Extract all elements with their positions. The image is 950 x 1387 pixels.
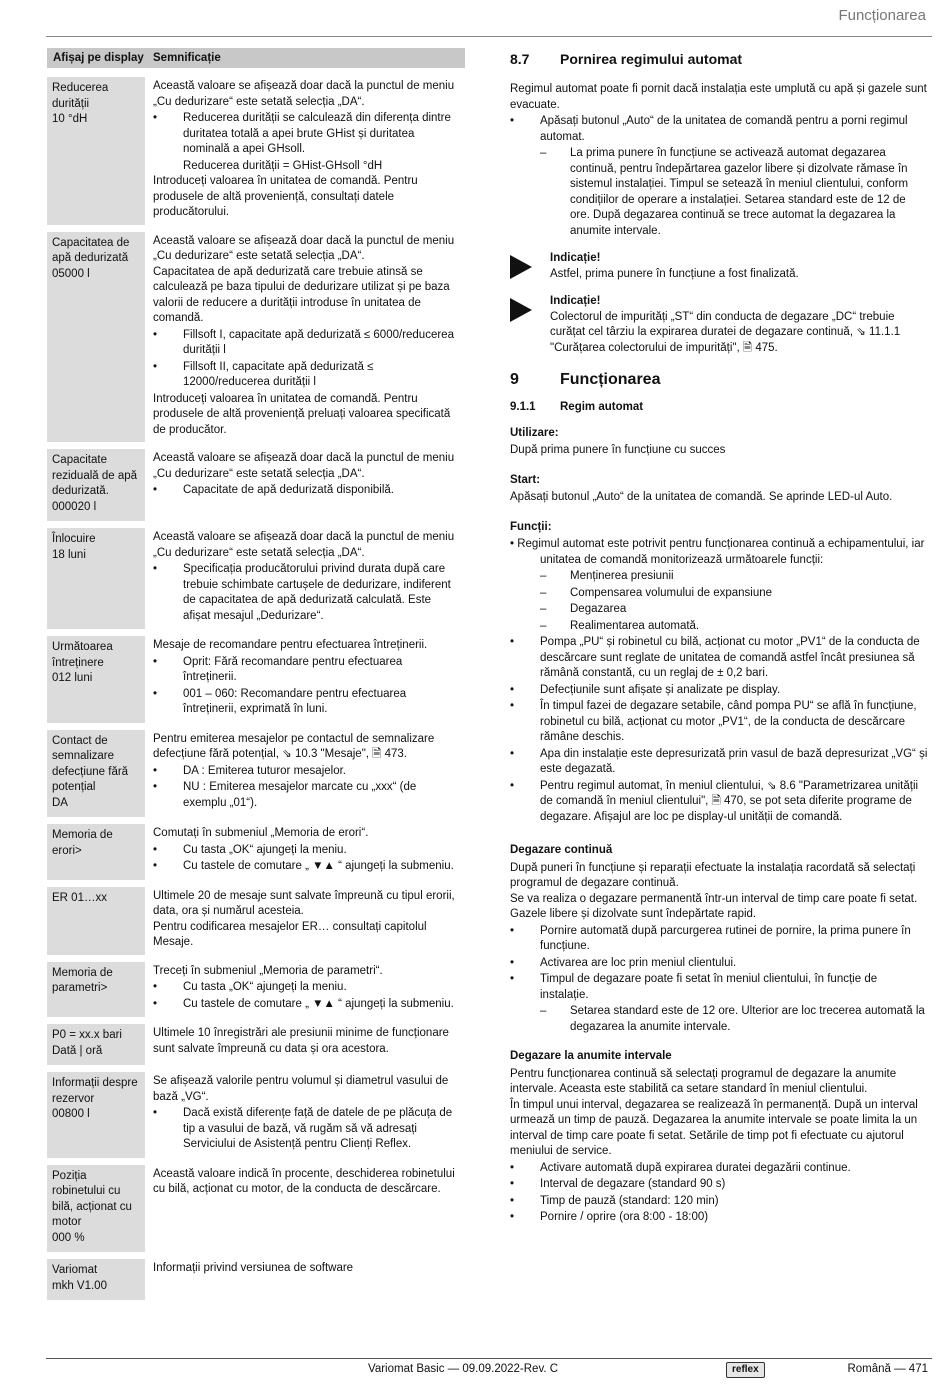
meaning-cell <box>145 887 465 955</box>
paragraph: Introduceți valoarea în unitatea de comandă. Pentru produsele de altă proveniență preluați valoarea specificată de producător. <box>153 392 451 436</box>
paragraph: Pentru funcționarea continuă să selectați programul de degazare la anumite intervale. Aceasta este stabilită ca setare standard în meniul clientului. <box>510 1067 897 1095</box>
bullet-item: • Apăsați butonul „Auto“ de la unitatea de comandă pentru a porni regimul automat. <box>510 115 908 143</box>
meaning-cell <box>145 528 465 629</box>
display-value: ER 01…xx <box>52 891 107 904</box>
display-value: motor <box>52 1216 82 1228</box>
bullet-item: • Capacitate de apă dedurizată disponibilă. <box>153 483 459 499</box>
bullet-item: • Cu tastele de comutare „ ▼▲ “ ajungeți la submeniu. <box>153 859 459 875</box>
display-cell <box>47 1259 145 1300</box>
subheading: Funcții: <box>510 520 552 533</box>
list-text: Degazarea <box>570 603 627 615</box>
bullet-text: Dacă există diferențe față de datele de pe plăcuța de tip a vasului de bază, vă rugăm să vă adresați Serviciului de Asistență pentru Clienți Reflex. <box>183 1107 453 1150</box>
bullet-text: Fillsoft I, capacitate apă dedurizată ≤ 6000/reducerea durității l <box>183 328 454 356</box>
bullet-text: Cu tasta „OK“ ajungeți la meniu. <box>183 981 347 993</box>
display-value: Contact de <box>52 734 108 747</box>
bullet-item: • Cu tasta „OK“ ajungeți la meniu. <box>153 843 459 859</box>
display-value: Dată | oră <box>52 1044 103 1057</box>
note-title: Indicație! <box>550 252 601 264</box>
meaning-cell <box>145 77 465 225</box>
bullet-item: • Specificația producătorului privind durata după care trebuie schimbate cartușele de dedurizare, indiferent de capacitatea de apă dedurizată calculată. Este afișat mesajul „Dedurizare“. <box>153 562 459 624</box>
display-cell <box>47 636 145 723</box>
list-text: Activarea are loc prin meniul clientului. <box>540 956 737 969</box>
subheading: Degazare continuă <box>510 844 613 856</box>
bullet-text: 001 – 060: Recomandare pentru efectuarea întreținerii, exprimată în luni. <box>183 687 407 715</box>
paragraph: După puneri în funcțiune și reparații efectuate la instalația racordată să selectați programul de degazare continuă. <box>510 861 916 889</box>
display-value: robinetului cu <box>52 1185 121 1197</box>
bullet-text: Cu tastele de comutare „ ▼▲ “ ajungeți la submeniu. <box>183 860 454 872</box>
display-table <box>47 48 465 1307</box>
meaning-cell <box>145 232 465 443</box>
bullet-item: • Cu tasta „OK“ ajungeți la meniu. <box>153 980 459 996</box>
reflex-logo: reflex <box>726 1362 765 1378</box>
paragraph: În timpul unui interval, degazarea se realizează în permanență. După un interval urmează un timp de pauză. Degazarea la anumite intervale se poate limita la un interval de timp care poate fi setat. Setările de timp pot fi efectuate cu ajutorul meniului de service. <box>510 1098 918 1157</box>
table-row <box>47 77 465 225</box>
list-text: Pornire automată după parcurgerea rutinei de pornire, la prima punere în funcțiune. <box>540 924 911 952</box>
display-cell <box>47 962 145 1018</box>
dash-item: – Degazarea <box>510 602 928 618</box>
bullet-text: Cu tastele de comutare „ ▼▲ “ ajungeți la submeniu. <box>183 997 454 1010</box>
footer-divider <box>46 1358 932 1359</box>
table-row <box>47 962 465 1018</box>
display-value: reziduală de apă <box>52 469 138 482</box>
section-9-heading: 9 Funcționarea <box>510 371 661 388</box>
bullet-item: • Apa din instalație este depresurizată prin vasul de bază depresurizat „VG“ și este degazată. <box>510 747 928 778</box>
display-value: defecțiune fără <box>52 765 129 778</box>
bullet-text: Fillsoft II, capacitate apă dedurizată ≤ 12000/reducerea durității l <box>183 360 374 388</box>
dash-item: – La prima punere în funcțiune se activează automat degazarea continuă, pentru îndepărtarea gazelor libere și dizolvate rămase în sistemul instalației. Timpul se setează în meniul clientului, conform condițiilor de operare a instalației. Setarea standard este de 12 de ore. După degazarea continuă se trece automat la degazarea la anumite intervale. <box>540 147 909 237</box>
display-value: Memoria de <box>52 966 113 979</box>
paragraph: Apăsați butonul „Auto“ de la unitatea de comandă. Se aprinde LED-ul Auto. <box>510 491 893 503</box>
footer-page: Română — 471 <box>847 1363 928 1375</box>
display-cell <box>47 528 145 629</box>
paragraph: • Regimul automat este potrivit pentru funcționarea continuă a echipamentului, iar unitatea de comandă monitorizează următoarele funcții: <box>510 538 925 566</box>
display-value: 012 luni <box>52 672 93 684</box>
bullet-item: • Timp de pauză (standard: 120 min) <box>510 1194 928 1210</box>
list-text: Activare automată după expirarea duratei degazării continue. <box>540 1161 851 1174</box>
display-value: 000 % <box>52 1231 85 1244</box>
list-text: Menținerea presiunii <box>570 570 674 582</box>
note-title: Indicație! <box>550 295 601 307</box>
list-text: Timp de pauză (standard: 120 min) <box>540 1194 719 1207</box>
bullet-text: Reducerea durității se calculează din diferența dintre duritatea totală a apei brute GHist și duritatea nominală a apei GHsoll. <box>183 112 451 155</box>
display-value: rezervor <box>52 1092 95 1105</box>
display-value: semnalizare <box>52 750 114 762</box>
list-text: Defecțiunile sunt afișate și analizate pe display. <box>540 683 781 696</box>
bullet-item: • În timpul fazei de degazare setabile, când pompa PU“ se află în funcțiune, robinetul cu bilă, acționat cu motor „PV1“, de la conducta de descărcare rămâne deschis. <box>510 699 928 746</box>
bullet-item: • Pentru regimul automat, în meniul clientului, ⇘ 8.6 "Parametrizarea unității de comandă în meniul clientului", 🗎 470, se pot seta diferite programe de degazare. Afișajul are loc pe display-ul unității de comandă. <box>510 779 928 826</box>
bullet-item: • NU : Emiterea mesajelor marcate cu „xxx“ (de exemplu „01“). <box>153 780 459 811</box>
display-value: Capacitate <box>52 454 107 466</box>
display-value: Informații despre <box>52 1077 138 1089</box>
meaning-cell <box>145 730 465 818</box>
footer-document: Variomat Basic — 09.09.2022-Rev. C <box>368 1363 559 1375</box>
paragraph: Această valoare indică în procente, deschiderea robinetului cu bilă, acționat cu motor, de la conducta de descărcare. <box>153 1167 455 1195</box>
paragraph: Ultimele 10 înregistrări ale presiunii minime de funcționare sunt salvate împreună cu data și ora acestora. <box>153 1027 449 1055</box>
bullet-item: • Pornire automată după parcurgerea rutinei de pornire, la prima punere în funcțiune. <box>510 924 928 955</box>
display-value: Reducerea <box>52 82 109 94</box>
display-cell <box>47 887 145 955</box>
table-row <box>47 449 465 521</box>
display-value: 05000 l <box>52 267 90 280</box>
display-value: P0 = xx.x bari <box>52 1029 122 1041</box>
table-row <box>47 636 465 723</box>
bullet-item: • Dacă există diferențe față de datele de pe plăcuța de tip a vasului de bază, vă rugăm să vă adresați Serviciului de Asistență pentru Clienți Reflex. <box>153 1106 459 1153</box>
display-value: Poziția <box>52 1169 87 1182</box>
list-text: Realimentarea automată. <box>570 619 700 632</box>
meaning-cell <box>145 449 465 521</box>
dash-item: – Compensarea volumului de expansiune <box>510 586 928 602</box>
paragraph: Capacitatea de apă dedurizată care trebuie atinsă se calculează pe baza tipului de dedurizare utilizat și pe baza valorii de reducere a durității introduse în unitatea de comandă. <box>153 265 450 324</box>
paragraph: Introduceți valoarea în unitatea de comandă. Pentru produsele de altă proveniență, consultați datele producătorului. <box>153 175 418 218</box>
list-text: Pompa „PU“ și robinetul cu bilă, acționat cu motor „PV1“ de la conducta de descărcare sunt reglate de unitatea de comandă astfel încât presiunea să rămână constantă, cu un reglaj de ± 0,2 bari. <box>540 636 920 679</box>
paragraph: După prima punere în funcțiune cu succes <box>510 444 726 456</box>
bullet-text: Oprit: Fără recomandare pentru efectuarea întreținerii. <box>183 655 403 683</box>
display-value: Înlocuire <box>52 533 96 545</box>
bullet-text: Specificația producătorului privind durata după care trebuie schimbate cartușele de dedurizare, indiferent de capacitatea de apă dedurizată calculată. Este afișat mesajul „Dedurizare“. <box>183 563 451 622</box>
display-value: 000020 l <box>52 500 97 513</box>
dash-item: – Setarea standard este de 12 ore. Ulterior are loc trecerea automată la degazarea la anumite intervale. <box>540 1005 925 1033</box>
list-text: Apa din instalație este depresurizată prin vasul de bază depresurizat „VG“ și este degazată. <box>540 747 928 775</box>
table-row <box>47 824 465 880</box>
display-value: potențial <box>52 781 96 793</box>
bullet-item: • Reducerea durității se calculează din diferența dintre duritatea totală a apei brute GHist și duritatea nominală a apei GHsoll. <box>153 111 459 158</box>
list-text: Interval de degazare (standard 90 s) <box>540 1178 726 1190</box>
display-cell <box>47 824 145 880</box>
display-value: Capacitatea de <box>52 236 130 249</box>
bullet-item: • Fillsoft II, capacitate apă dedurizată ≤ 12000/reducerea durității l <box>153 360 459 391</box>
display-value: DA <box>52 796 68 809</box>
note-box <box>510 251 928 282</box>
subheading: Start: <box>510 473 541 486</box>
subheading: Degazare la anumite intervale <box>510 1050 672 1062</box>
display-cell <box>47 1072 145 1158</box>
header-meaning: Semnificație <box>153 52 221 64</box>
display-cell <box>47 77 145 225</box>
paragraph: Ultimele 20 de mesaje sunt salvate împreună cu tipul erorii, data, ora și numărul acesteia. <box>153 889 455 917</box>
paragraph: Această valoare se afișează doar dacă la punctul de meniu „Cu dedurizare“ este setată selecția „DA“. <box>153 452 455 480</box>
bullet-item: • Pompa „PU“ și robinetul cu bilă, acționat cu motor „PV1“ de la conducta de descărcare sunt reglate de unitatea de comandă astfel încât presiunea să rămână constantă, cu un reglaj de ± 0,2 bari. <box>510 635 928 682</box>
list-text: Pornire / oprire (ora 8:00 - 18:00) <box>540 1211 709 1223</box>
display-value: Memoria de <box>52 829 113 841</box>
display-value: durității <box>52 97 90 110</box>
meaning-cell <box>145 1024 465 1065</box>
bullet-item: • 001 – 060: Recomandare pentru efectuarea întreținerii, exprimată în luni. <box>153 687 459 718</box>
display-value: erori> <box>52 844 82 857</box>
paragraph: Pentru codificarea mesajelor ER… consultați capitolul Mesaje. <box>153 920 427 948</box>
subheading: Utilizare: <box>510 426 559 439</box>
display-cell <box>47 1024 145 1065</box>
paragraph: Informații privind versiunea de software <box>153 1262 354 1274</box>
meaning-cell <box>145 824 465 880</box>
display-value: 10 °dH <box>52 113 88 125</box>
table-header <box>47 48 465 68</box>
table-row <box>47 887 465 955</box>
list-text: Timpul de degazare poate fi setat în meniul clientului, în funcție de instalație. <box>540 973 878 1001</box>
paragraph: Mesaje de recomandare pentru efectuarea întreținerii. <box>153 639 428 651</box>
formula: Reducerea durității = GHist-GHsoll °dH <box>183 159 383 172</box>
table-row <box>47 730 465 818</box>
bullet-item: • Fillsoft I, capacitate apă dedurizată ≤ 6000/reducerea durității l <box>153 328 459 359</box>
dash-item: – Menținerea presiunii <box>510 569 928 585</box>
list-text: Compensarea volumului de expansiune <box>570 586 773 599</box>
meaning-cell <box>145 1259 465 1300</box>
display-value: mkh V1.00 <box>52 1279 107 1292</box>
display-value: bilă, acționat cu <box>52 1200 132 1213</box>
display-cell <box>47 730 145 818</box>
header-divider <box>46 36 932 37</box>
paragraph: Treceți în submeniul „Memoria de parametri“. <box>153 964 383 977</box>
note-box <box>510 294 928 356</box>
display-cell <box>47 232 145 443</box>
display-value: Următoarea <box>52 641 113 653</box>
paragraph: Comutați în submeniul „Memoria de erori“. <box>153 827 369 839</box>
display-value: parametri> <box>52 982 108 994</box>
bullet-item: • Oprit: Fără recomandare pentru efectuarea întreținerii. <box>153 655 459 686</box>
list-text: În timpul fazei de degazare setabile, când pompa PU“ se află în funcțiune, robinetul cu bilă, acționat cu motor „PV1“, de la conducta de descărcare rămâne deschis. <box>540 700 917 743</box>
paragraph: Pentru emiterea mesajelor pe contactul de semnalizare defecțiune fără potențial, ⇘ 10.3 "Mesaje", 🗎 473. <box>153 732 435 760</box>
table-row <box>47 1165 465 1253</box>
bullet-item: • Interval de degazare (standard 90 s) <box>510 1177 928 1193</box>
note-text: Colectorul de impurități „ST“ din conducta de degazare „DC“ trebuie curățat cel târziu la expirarea duratei de degazare continuă, ⇘ 11.1.1 "Curățarea colectorului de impurități", 🗎 475. <box>550 310 901 354</box>
display-value: întreținere <box>52 656 104 669</box>
table-row <box>47 1259 465 1300</box>
paragraph: Această valoare se afișează doar dacă la punctul de meniu „Cu dedurizare“ este setată selecția „DA“. <box>153 531 455 559</box>
right-column <box>510 50 928 1227</box>
bullet-text: NU : Emiterea mesajelor marcate cu „xxx“ (de exemplu „01“). <box>183 781 417 809</box>
bullet-text: Capacitate de apă dedurizată disponibilă. <box>183 484 394 496</box>
meaning-cell <box>145 1165 465 1253</box>
header-display: Afișaj pe display <box>53 52 144 64</box>
bullet-item: • Activare automată după expirarea duratei degazării continue. <box>510 1161 928 1177</box>
bullet-item: • Pornire / oprire (ora 8:00 - 18:00) <box>510 1210 928 1226</box>
paragraph: Se va realiza o degazare permanentă într-un interval de timp care poate fi setat. Gazele libere și dizolvate sunt îndepărtate rapid. <box>510 892 918 920</box>
display-value: 00800 l <box>52 1108 90 1120</box>
table-row <box>47 1024 465 1065</box>
table-row <box>47 232 465 443</box>
dash-item: – Realimentarea automată. <box>510 619 928 635</box>
meaning-cell <box>145 636 465 723</box>
display-value: Variomat <box>52 1264 98 1276</box>
list-text: Pentru regimul automat, în meniul clientului, ⇘ 8.6 "Parametrizarea unității de comandă în meniul clientului", 🗎 470, se pot seta diferite programe de degazare. Afișajul are loc pe display-ul unității de comandă. <box>540 779 919 823</box>
bullet-text: Cu tasta „OK“ ajungeți la meniu. <box>183 843 347 856</box>
meaning-cell <box>145 1072 465 1158</box>
section-8-7-heading: 8.7 Pornirea regimului automat <box>510 51 743 67</box>
paragraph: Regimul automat poate fi pornit dacă instalația este umplută cu apă și gazele sunt evacuate. <box>510 83 927 111</box>
bullet-item: • Timpul de degazare poate fi setat în meniul clientului, în funcție de instalație. <box>510 972 928 1003</box>
bullet-item: • Cu tastele de comutare „ ▼▲ “ ajungeți la submeniu. <box>153 997 459 1013</box>
bullet-item: • Defecțiunile sunt afișate și analizate pe display. <box>510 683 928 699</box>
note-text: Astfel, prima punere în funcțiune a fost finalizată. <box>550 267 799 280</box>
table-row <box>47 528 465 629</box>
table-row <box>47 1072 465 1158</box>
display-cell <box>47 1165 145 1253</box>
paragraph: Se afișează valorile pentru volumul și diametrul vasului de bază „VG“. <box>153 1075 449 1103</box>
paragraph: Această valoare se afișează doar dacă la punctul de meniu „Cu dedurizare“ este setată selecția „DA“. <box>153 234 455 262</box>
arrow-icon <box>510 255 532 279</box>
arrow-icon <box>510 298 532 322</box>
bullet-item: • DA : Emiterea tuturor mesajelor. <box>153 764 459 780</box>
display-value: apă dedurizată <box>52 252 129 264</box>
display-value: dedurizată. <box>52 485 109 497</box>
bullet-text: DA : Emiterea tuturor mesajelor. <box>183 764 346 777</box>
bullet-item: • Activarea are loc prin meniul clientului. <box>510 956 928 972</box>
paragraph: Această valoare se afișează doar dacă la punctul de meniu „Cu dedurizare“ este setată selecția „DA“. <box>153 80 455 108</box>
running-header: Funcționarea <box>838 7 926 24</box>
section-9-1-1-heading: 9.1.1 Regim automat <box>510 401 644 413</box>
display-value: 18 luni <box>52 548 86 561</box>
display-cell <box>47 449 145 521</box>
meaning-cell <box>145 962 465 1018</box>
